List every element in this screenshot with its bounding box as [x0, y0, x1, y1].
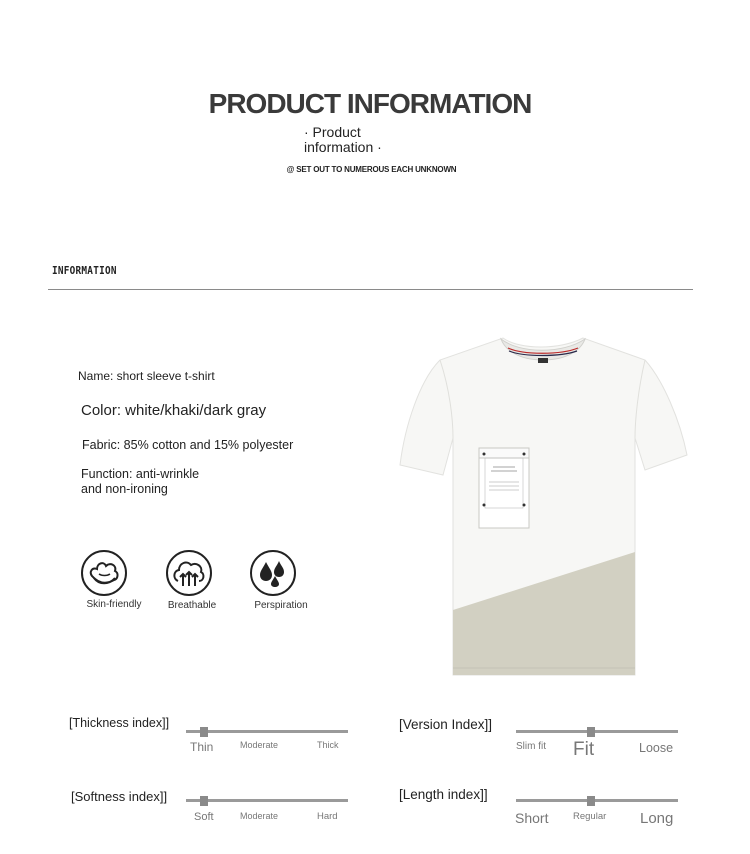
- feature-label-breathable: Breathable: [167, 600, 217, 611]
- softness-index-track: [186, 799, 348, 802]
- thickness-tick-moderate: Moderate: [240, 740, 279, 750]
- tagline: @ SET OUT TO NUMEROUS EACH UNKNOWN: [286, 165, 457, 174]
- length-tick-long: Long: [640, 810, 674, 827]
- spec-fabric: Fabric: 85% cotton and 15% polyester: [82, 438, 294, 452]
- version-tick-fit: Fit: [573, 739, 595, 760]
- thickness-index-track: [186, 730, 348, 733]
- section-divider: [48, 289, 693, 290]
- length-index-track: [516, 799, 678, 802]
- spec-name: Name: short sleeve t-shirt: [78, 369, 215, 383]
- feature-label-skin-friendly: Skin-friendly: [86, 599, 142, 610]
- breathable-icon: [166, 550, 212, 596]
- spec-color: Color: white/khaki/dark gray: [81, 402, 267, 419]
- softness-tick-soft: Soft: [194, 811, 214, 823]
- version-index-marker: [587, 727, 595, 737]
- section-label: INFORMATION: [52, 264, 117, 277]
- length-index-title: [Length index]]: [399, 787, 488, 802]
- version-tick-slim-fit: Slim fit: [516, 741, 546, 752]
- softness-tick-moderate: Moderate: [240, 811, 279, 821]
- spec-function: Function: anti-wrinkle and non-ironing: [81, 467, 200, 496]
- page-title: PRODUCT INFORMATION: [208, 88, 532, 119]
- thickness-index-marker: [200, 727, 208, 737]
- tshirt-image: [395, 330, 695, 685]
- page-subtitle: · Product information ·: [304, 124, 382, 155]
- length-tick-short: Short: [515, 810, 549, 826]
- thickness-tick-thick: Thick: [317, 740, 339, 750]
- feature-label-perspiration: Perspiration: [254, 600, 308, 611]
- length-index-marker: [587, 796, 595, 806]
- version-tick-loose: Loose: [639, 741, 674, 755]
- softness-index-title: [Softness index]]: [71, 789, 168, 804]
- thickness-index-title: [Thickness index]]: [69, 716, 170, 730]
- softness-index-marker: [200, 796, 208, 806]
- softness-tick-hard: Hard: [317, 811, 338, 822]
- length-tick-regular: Regular: [573, 811, 607, 822]
- version-index-track: [516, 730, 678, 733]
- water-drops-icon: [250, 550, 296, 596]
- cotton-icon: [81, 550, 127, 596]
- version-index-title: [Version Index]]: [399, 717, 493, 732]
- thickness-tick-thin: Thin: [190, 740, 214, 754]
